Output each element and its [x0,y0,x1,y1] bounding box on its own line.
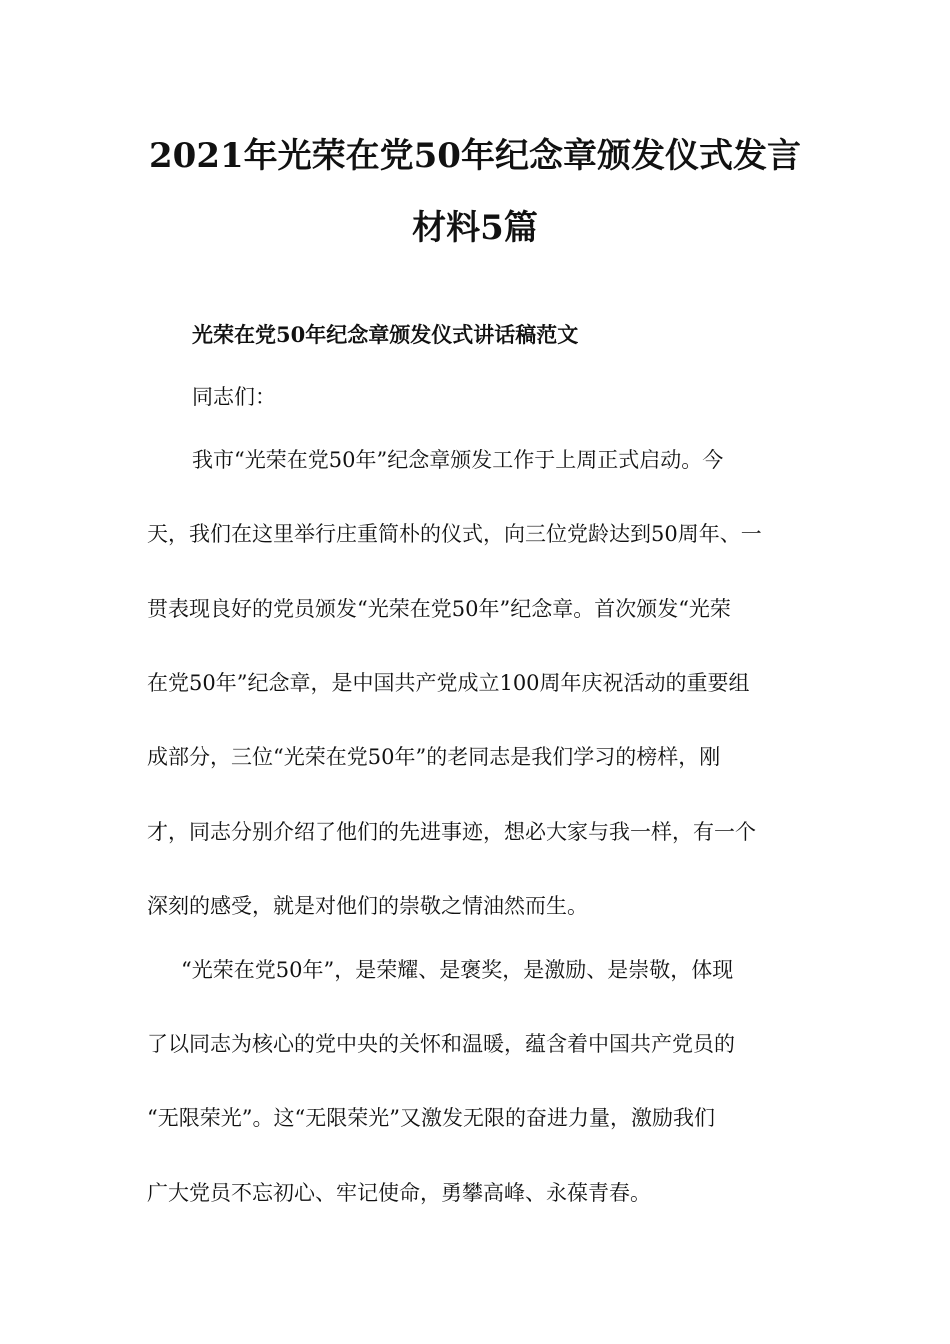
document-title-line-1: 2021年光荣在党50年纪念章颁发仪式发言 [149,136,801,176]
paragraph-2-line-3: “无限荣光”。这“无限荣光”又激发无限的奋进力量，激励我们 [147,1106,715,1130]
salutation: 同志们： [192,385,276,409]
paragraph-1-line-1: 我市“光荣在党50年”纪念章颁发工作于上周正式启动。今 [192,448,724,472]
paragraph-2-line-1: “光荣在党50年”，是荣耀、是褒奖，是激励、是崇敬，体现 [181,958,734,982]
paragraph-1-line-3: 贯表现良好的党员颁发“光荣在党50年”纪念章。首次颁发“光荣 [147,597,731,621]
paragraph-2-line-2: 了以同志为核心的党中央的关怀和温暖，蕴含着中国共产党员的 [147,1032,735,1056]
paragraph-1-line-5: 成部分，三位“光荣在党50年”的老同志是我们学习的榜样，刚 [147,745,721,769]
paragraph-1-line-7: 深刻的感受，就是对他们的崇敬之情油然而生。 [147,894,588,918]
section-heading: 光荣在党50年纪念章颁发仪式讲话稿范文 [192,322,579,347]
paragraph-1-line-4: 在党50年”纪念章，是中国共产党成立100周年庆祝活动的重要组 [147,671,750,695]
paragraph-1-line-2: 天，我们在这里举行庄重简朴的仪式，向三位党龄达到50周年、一 [147,522,762,546]
document-title-line-2: 材料5篇 [412,208,538,248]
paragraph-2-line-4: 广大党员不忘初心、牢记使命，勇攀高峰、永葆青春。 [147,1181,651,1205]
paragraph-1-line-6: 才，同志分别介绍了他们的先进事迹，想必大家与我一样，有一个 [147,820,756,844]
